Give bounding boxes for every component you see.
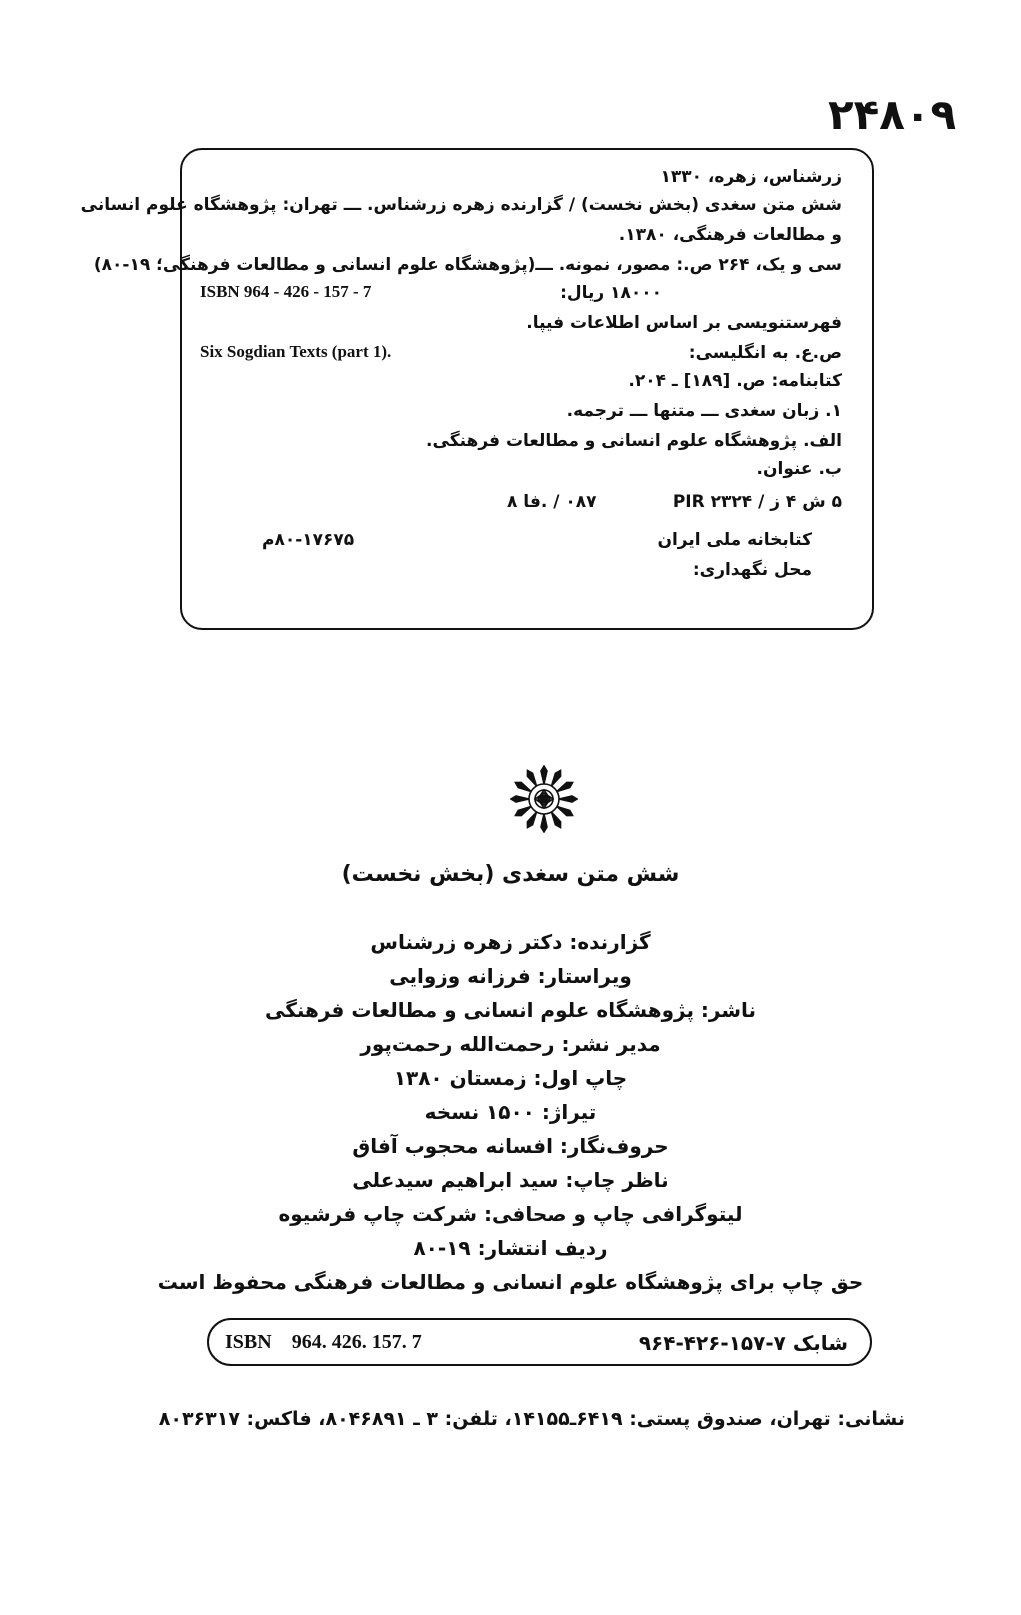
- credit-typesetter: حروف‌نگار: افسانه محجوب آفاق: [352, 1134, 669, 1158]
- isbn-persian: شابک ۷-۱۵۷-۴۲۶-۹۶۴: [638, 1331, 848, 1355]
- isbn-latin: ISBN 964. 426. 157. 7: [225, 1331, 422, 1353]
- credit-print-supervisor: ناظر چاپ: سید ابراهیم سیدعلی: [352, 1168, 669, 1192]
- publisher-emblem-icon: [510, 765, 578, 833]
- cip-english-title: Six Sogdian Texts (part 1).: [200, 342, 392, 361]
- cip-author-line: زرشناس، زهره، ۱۳۳۰: [660, 167, 842, 187]
- credit-copyright: حق چاپ برای پژوهشگاه علوم انسانی و مطالعات فرهنگی محفوظ است: [157, 1270, 864, 1294]
- credit-author: گزارنده: دکتر زهره زرشناس: [370, 930, 651, 954]
- isbn-box: [207, 1318, 872, 1366]
- cip-publisher-line: و مطالعات فرهنگی، ۱۳۸۰.: [618, 225, 842, 245]
- credit-publishing-manager: مدیر نشر: رحمت‌الله رحمت‌پور: [360, 1032, 661, 1056]
- book-title: شش متن سغدی (بخش نخست): [341, 862, 680, 887]
- credit-print-run: تیراژ: ۱۵۰۰ نسخه: [424, 1100, 597, 1124]
- cip-physical-line: سی و یک، ۲۶۴ ص.: مصور، نمونه. ـــ(پژوهشگاه علوم انسانی و مطالعات فرهنگی؛ ۱۹-۸۰): [93, 255, 842, 275]
- cip-location-line: محل نگهداری:: [692, 560, 812, 580]
- credit-printing: لیتوگرافی چاپ و صحافی: شرکت چاپ فرشیوه: [278, 1202, 743, 1226]
- cip-bibliography-line: کتابنامه: ص. [۱۸۹] ـ ۲۰۴.: [628, 371, 842, 391]
- cip-fipa-line: فهرستنویسی بر اساس اطلاعات فیپا.: [526, 313, 842, 333]
- credit-publisher: ناشر: پژوهشگاه علوم انسانی و مطالعات فرهنگی: [264, 998, 757, 1022]
- cip-added-entry-line: الف. پژوهشگاه علوم انسانی و مطالعات فرهنگی.: [426, 431, 842, 451]
- cip-library-number: ۸۰-۱۷۶۷۵م: [262, 530, 355, 550]
- stamp-number: ۲۴۸۰۹: [828, 90, 957, 139]
- credit-edition: چاپ اول: زمستان ۱۳۸۰: [393, 1066, 628, 1090]
- cip-classification-right: ۵ ش ۴ ز / PIR ۲۳۲۴: [672, 492, 842, 512]
- cip-record-box: [80, 148, 874, 630]
- cip-library-name: کتابخانه ملی ایران: [657, 530, 812, 550]
- cip-classification-left: ۰۸۷ / .فا ۸: [507, 492, 597, 512]
- credit-publication-row: ردیف انتشار: ۱۹-۸۰: [413, 1236, 608, 1260]
- publisher-address: نشانی: تهران، صندوق پستی: ۶۴۱۹ـ۱۴۱۵۵، تلفن: ۳ ـ ۸۰۴۶۸۹۱، فاکس: ۸۰۳۶۳۱۷: [158, 1408, 905, 1430]
- credits-block: [0, 925, 1021, 1299]
- cip-english-label: ص.ع. به انگلیسی:: [688, 343, 842, 363]
- cip-title-line: شش متن سغدی (بخش نخست) / گزارنده زهره زرشناس. ـــ تهران: پژوهشگاه علوم انسانی: [80, 195, 842, 215]
- cip-subject-line: ۱. زبان سغدی ـــ متنها ـــ ترجمه.: [566, 401, 842, 421]
- cip-isbn-latin: ISBN 964 - 426 - 157 - 7: [200, 282, 372, 301]
- cip-title-entry-line: ب. عنوان.: [756, 459, 842, 479]
- credit-editor: ویراستار: فرزانه وزوایی: [389, 964, 632, 988]
- cip-price-line: ۱۸۰۰۰ ریال:: [560, 283, 662, 303]
